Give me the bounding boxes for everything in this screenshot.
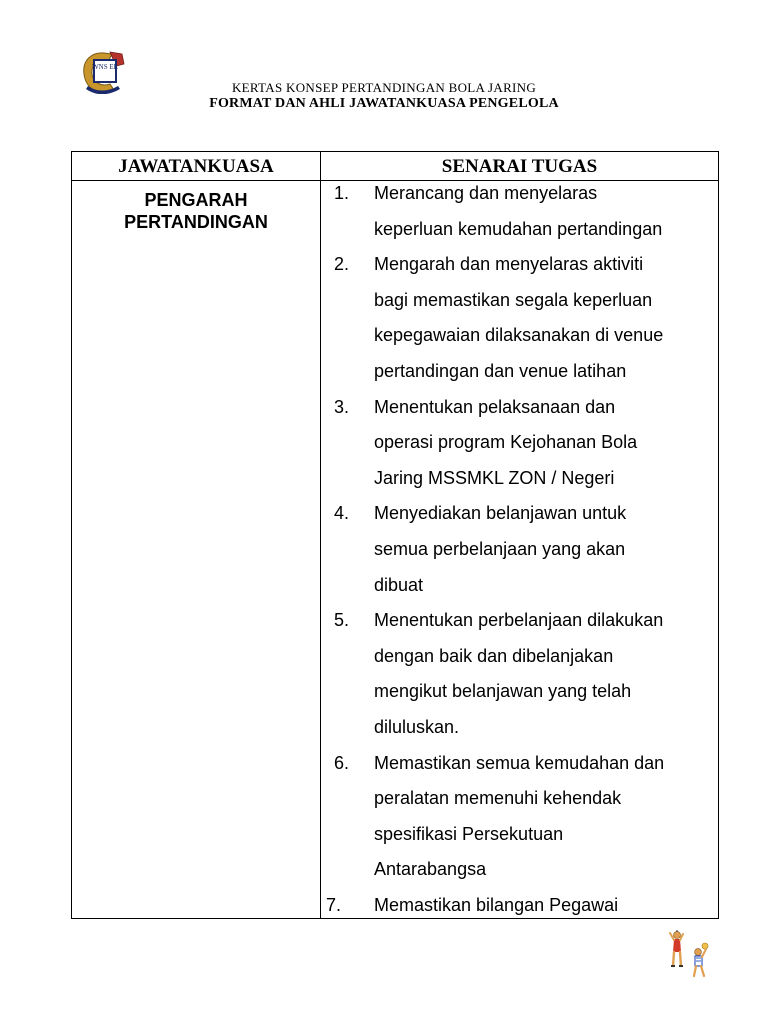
logo-text: WNS EL <box>92 63 118 71</box>
committee-table <box>71 151 719 919</box>
task-number: 7. <box>325 894 341 915</box>
task-number: 6. <box>333 752 349 773</box>
task-item <box>321 496 717 603</box>
task-text: Memastikan bilangan Pegawai <box>374 894 619 915</box>
task-list <box>321 176 717 923</box>
task-item <box>321 390 717 497</box>
task-number: 3. <box>333 396 349 417</box>
task-number: 4. <box>333 503 349 524</box>
netball-players-icon <box>664 930 714 978</box>
committee-name <box>72 189 320 233</box>
column-header-committee: JAWATANKUASA <box>118 156 274 177</box>
task-text: Mengarah dan menyelaras aktiviti bagi memastikan segala keperluan kepegawaian dilaksanakan di venue pertandingan dan venue latihan <box>374 254 664 381</box>
document-title: KERTAS KONSEP PERTANDINGAN BOLA JARING <box>231 80 537 95</box>
task-item <box>321 888 717 924</box>
committee-name-line1: PENGARAH <box>144 190 248 210</box>
task-text: Memastikan semua kemudahan dan peralatan memenuhi kehendak spesifikasi Persekutuan Antarabangsa <box>374 752 665 880</box>
task-text: Menyediakan belanjawan untuk semua perbelanjaan yang akan dibuat <box>374 503 627 595</box>
task-item <box>321 603 717 745</box>
task-number: 1. <box>333 183 349 203</box>
task-text: Merancang dan menyelaras keperluan kemudahan pertandingan <box>374 183 663 239</box>
document-subtitle: FORMAT DAN AHLI JAWATANKUASA PENGELOLA <box>209 96 559 111</box>
task-number: 2. <box>333 254 349 275</box>
task-text: Menentukan pelaksanaan dan operasi program Kejohanan Bola Jaring MSSMKL ZON / Negeri <box>374 396 638 488</box>
netball-illustration <box>664 930 714 978</box>
task-item <box>321 176 717 247</box>
column-header-tasks: SENARAI TUGAS <box>441 156 598 177</box>
task-item <box>321 247 717 389</box>
task-text: Menentukan perbelanjaan dilakukan dengan baik dan dibelanjakan mengikut belanjawan yang telah diluluskan. <box>374 610 664 737</box>
committee-name-line2: PERTANDINGAN <box>124 212 268 232</box>
task-item <box>321 746 717 888</box>
task-number: 5. <box>333 610 349 631</box>
